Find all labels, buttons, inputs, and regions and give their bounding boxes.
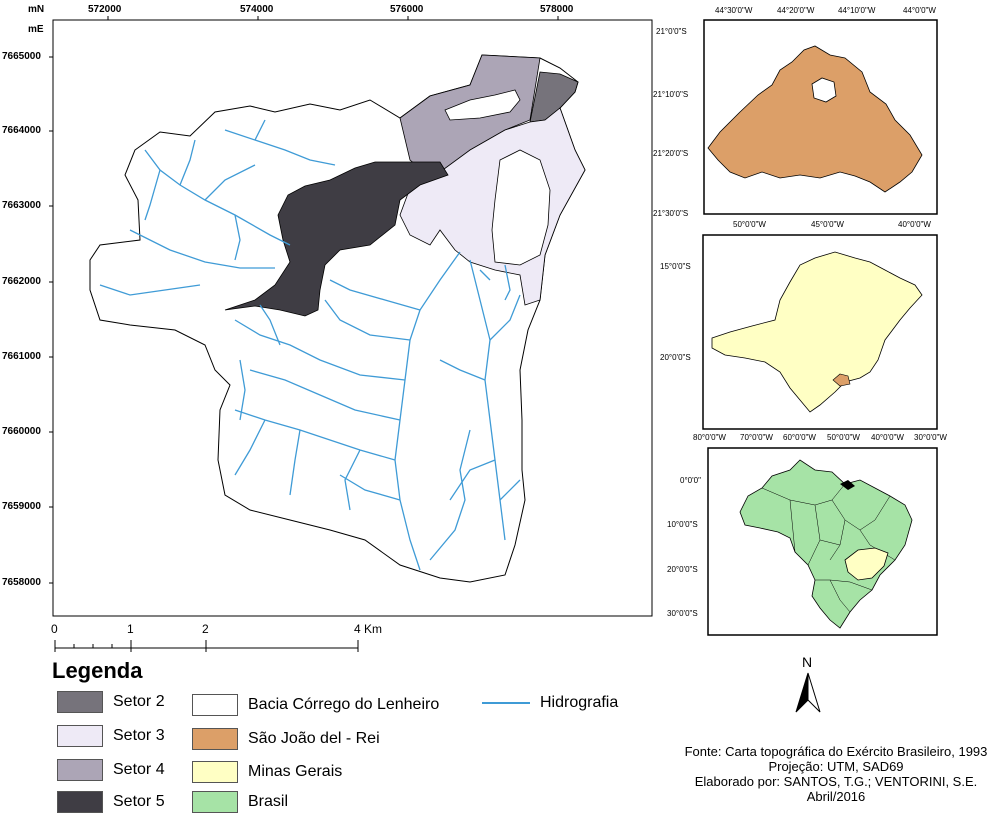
- legend-swatch: [192, 791, 238, 813]
- legend-swatch: [57, 759, 103, 781]
- y-tick-label: 7663000: [2, 200, 41, 211]
- corner-x-label: mN: [28, 4, 45, 15]
- scale-label: 1: [127, 622, 134, 636]
- legend-label: Setor 2: [113, 693, 165, 710]
- x-tick-label: 574000: [240, 4, 274, 15]
- credits-authors: Elaborado por: SANTOS, T.G.; VENTORINI, S.E.: [694, 774, 978, 789]
- x-tick-label: 576000: [390, 4, 424, 15]
- credits-projection: Projeção: UTM, SAD69: [768, 759, 904, 774]
- legend-line-swatch: [482, 702, 530, 704]
- legend-item: [192, 694, 439, 716]
- legend-label: Brasil: [248, 793, 289, 810]
- legend-item: [192, 728, 380, 750]
- inset3-x-tick: 60°0'0"W: [783, 433, 816, 442]
- scale-label: 4 Km: [354, 622, 383, 636]
- inset1-x-tick: 44°0'0"W: [903, 6, 936, 15]
- inset3-y-tick: 30°0'0"S: [667, 609, 698, 618]
- legend-item: [57, 759, 165, 781]
- y-tick-label: 7664000: [2, 125, 41, 136]
- inset2-y-tick: 20°0'0"S: [660, 353, 691, 362]
- y-tick-label: 7665000: [2, 51, 41, 62]
- inset1-x-tick: 44°30'0"W: [715, 6, 753, 15]
- y-tick-label: 7662000: [2, 276, 41, 287]
- legend-item: [192, 761, 342, 783]
- inset1-y-tick: 21°10'0"S: [653, 90, 689, 99]
- y-tick-label: 7660000: [2, 426, 41, 437]
- inset2-x-tick: 50°0'0"W: [733, 220, 766, 229]
- legend-label: Setor 4: [113, 761, 165, 778]
- legend-swatch: [57, 725, 103, 747]
- x-tick-label: 578000: [540, 4, 574, 15]
- credits-source: Fonte: Carta topográfica do Exército Brasileiro, 1993: [684, 744, 988, 759]
- legend-item: [57, 725, 165, 747]
- corner-y-label: mE: [28, 24, 44, 35]
- inset3-x-tick: 30°0'0"W: [914, 433, 947, 442]
- inset3-y-tick: 20°0'0"S: [667, 565, 698, 574]
- inset3-x-tick: 40°0'0"W: [871, 433, 904, 442]
- north-label: N: [802, 654, 813, 670]
- y-tick-label: 7658000: [2, 577, 41, 588]
- legend-label: Setor 5: [113, 793, 165, 810]
- legend-label: Minas Gerais: [248, 763, 343, 780]
- x-tick-label: 572000: [88, 4, 122, 15]
- credits-block: [670, 744, 1002, 804]
- inset1-y-tick: 21°30'0"S: [653, 209, 689, 218]
- inset1-y-tick: 21°20'0"S: [653, 149, 689, 158]
- inset3-x-tick: 50°0'0"W: [827, 433, 860, 442]
- legend-label: São João del - Rei: [248, 730, 380, 747]
- inset3-y-tick: 0°0'0": [680, 476, 701, 485]
- legend-label: Setor 3: [113, 727, 165, 744]
- inset2-x-tick: 45°0'0"W: [811, 220, 844, 229]
- scale-label: 0: [51, 622, 58, 636]
- legend-swatch: [192, 694, 238, 716]
- y-tick-label: 7659000: [2, 501, 41, 512]
- inset3-x-tick: 80°0'0"W: [693, 433, 726, 442]
- scale-label: 2: [202, 622, 209, 636]
- y-tick-label: 7661000: [2, 351, 41, 362]
- legend-item: [57, 791, 165, 813]
- inset2-x-tick: 40°0'0"W: [898, 220, 931, 229]
- inset1-y-tick: 21°0'0"S: [656, 27, 687, 36]
- inset3-y-tick: 10°0'0"S: [667, 520, 698, 529]
- sector-3-hole: [492, 150, 550, 265]
- legend-swatch: [192, 761, 238, 783]
- inset1-x-tick: 44°10'0"W: [838, 6, 876, 15]
- inset1-x-tick: 44°20'0"W: [777, 6, 815, 15]
- legend-swatch: [192, 728, 238, 750]
- credits-date: Abril/2016: [806, 789, 866, 804]
- legend-title: Legenda: [52, 658, 143, 683]
- inset2-y-tick: 15°0'0"S: [660, 262, 691, 271]
- legend-item: [482, 694, 618, 712]
- legend-swatch: [57, 791, 103, 813]
- legend-label: Hidrografia: [540, 694, 619, 711]
- legend-item: [57, 691, 165, 713]
- inset3-x-tick: 70°0'0"W: [740, 433, 773, 442]
- legend-label: Bacia Córrego do Lenheiro: [248, 696, 440, 713]
- legend-item: [192, 791, 288, 813]
- legend-swatch: [57, 691, 103, 713]
